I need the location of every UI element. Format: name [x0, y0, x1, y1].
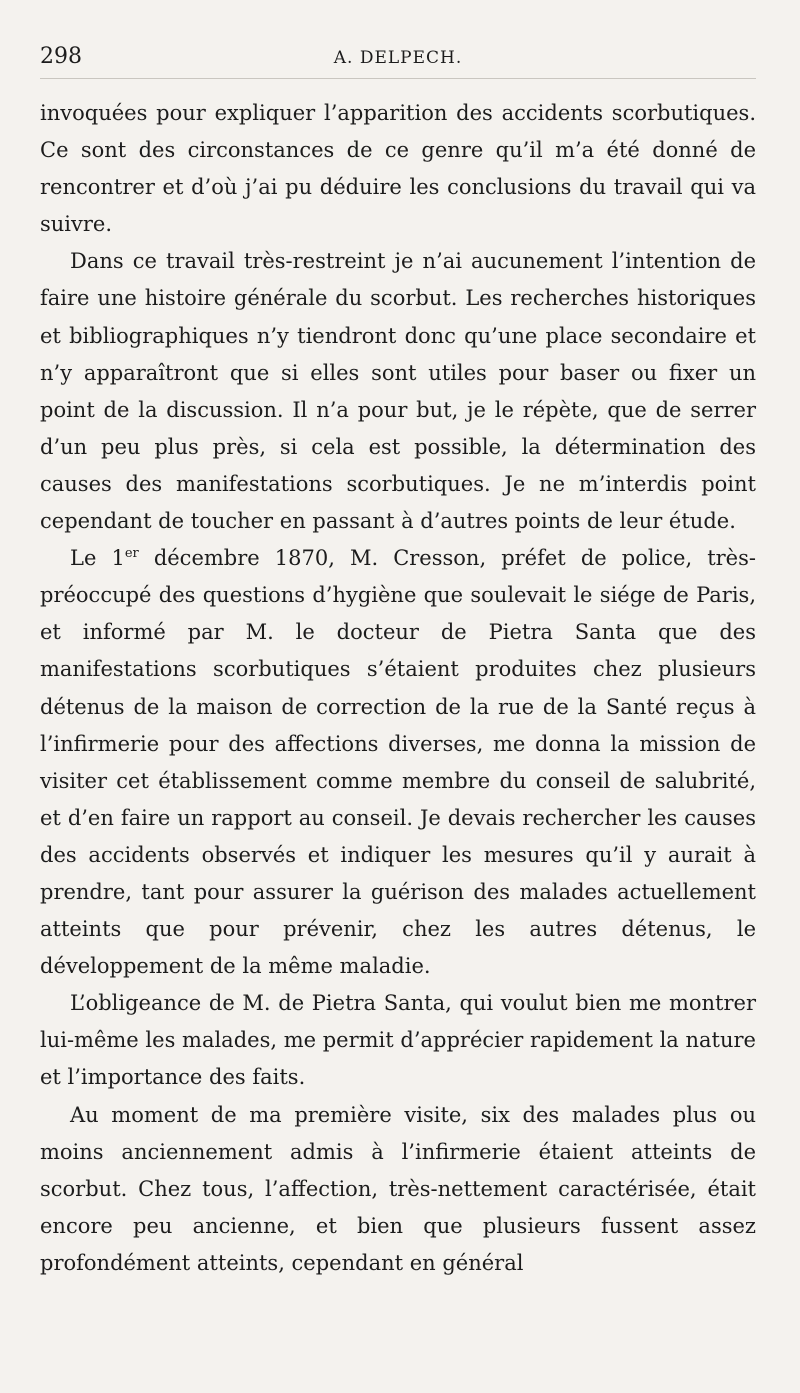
paragraph-5: Au moment de ma première visite, six des malades plus ou moins anciennement admis à l’infirmerie étaient atteints de scorbut. Chez tous, l’affection, très-nettement caractérisée, était encore peu ancienne, et bien que plusieurs fussent assez profondément atteints, cependant en général	[40, 1102, 756, 1275]
running-head: A. DELPECH.	[333, 48, 463, 68]
paragraph-1: invoquées pour expliquer l’apparition des accidents scorbutiques. Ce sont des circonstances de ce genre qu’il m’a été donné de rencontrer et d’où j’ai pu déduire les conclusions du travail qui va suivre.	[40, 101, 756, 237]
paragraph-3-lead: Le 1	[70, 546, 125, 571]
page-number: 298	[40, 44, 82, 69]
paragraph-3	[40, 540, 756, 985]
paragraph-2: Dans ce travail très-restreint je n’ai aucunement l’intention de faire une histoire générale du scorbut. Les recherches historiques et bibliographiques n’y tiendront donc qu’une place secondaire et n’y apparaîtront que si elles sont utiles pour baser ou fixer un point de la discussion. Il n’a pour but, je le répète, que de serrer d’un peu plus près, si cela est possible, la détermination des causes des manifestations scorbutiques. Je ne m’interdis point cependant de toucher en passant à d’autres points de leur étude.	[40, 249, 756, 534]
paragraph-3-text: décembre 1870, M. Cresson, préfet de police, très-préoccupé des questions d’hygiène que soulevait le siége de Paris, et informé par M. le docteur de Pietra Santa que des manifestations scorbutiques s’étaient produites chez plusieurs détenus de la maison de correction de la rue de la Santé reçus à l’infirmerie pour des affections diverses, me donna la mission de visiter cet établissement comme membre du conseil de salubrité, et d’en faire un rapport au conseil. Je devais rechercher les causes des accidents observés et indiquer les mesures qu’il y aurait à prendre, tant pour assurer la guérison des malades actuellement atteints que pour prévenir, chez les autres détenus, le développement de la même maladie.	[40, 546, 756, 979]
ordinal-superscript: er	[124, 546, 139, 562]
paragraph-4: L’obligeance de M. de Pietra Santa, qui voulut bien me montrer lui-même les malades, me permit d’apprécier rapidement la nature et l’importance des faits.	[40, 991, 756, 1090]
page-header	[40, 38, 756, 79]
body-text	[40, 95, 756, 1282]
